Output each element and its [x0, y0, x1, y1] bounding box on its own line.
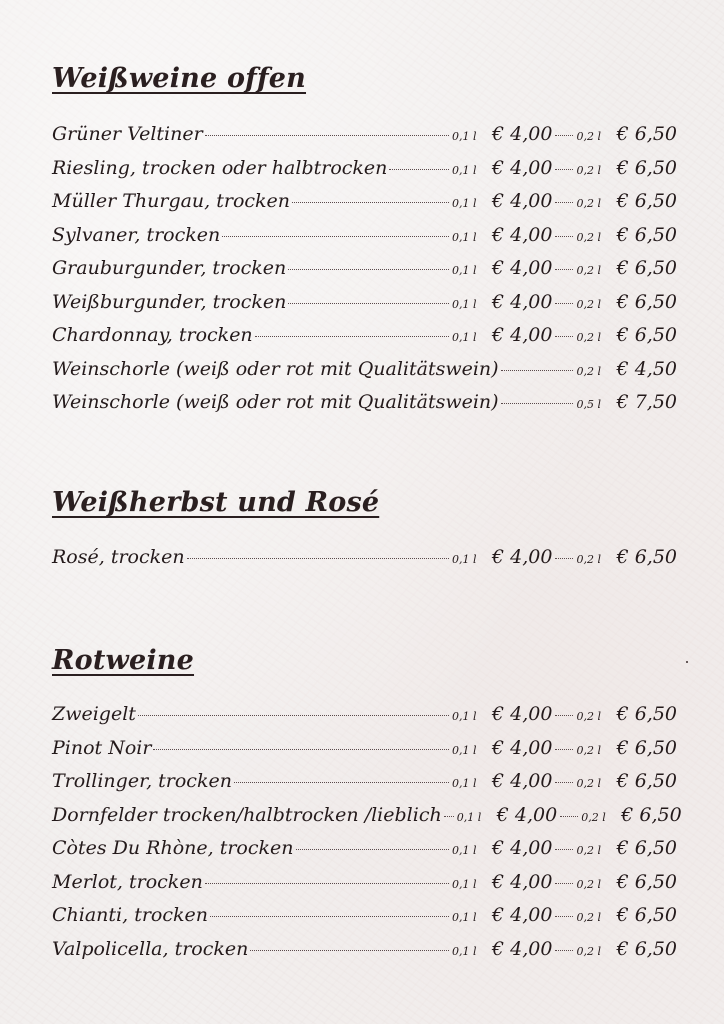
dot-leader [210, 916, 449, 917]
volume-large: 0,2 l [576, 331, 601, 344]
item-name: Chardonnay, trocken [52, 324, 253, 346]
price-large: € 6,50 [616, 123, 677, 145]
price-large: € 6,50 [616, 904, 677, 926]
section-rose-wines [52, 486, 677, 568]
price-large: € 6,50 [616, 937, 677, 960]
volume-large: 0,2 l [576, 364, 601, 378]
dot-leader [555, 782, 573, 783]
price-group [452, 737, 677, 759]
price-large: € 6,50 [616, 837, 677, 859]
item-name: Zweigelt [52, 703, 136, 725]
menu-item-row [52, 190, 677, 224]
volume-small: 0,1 l [451, 911, 477, 924]
item-name: Weinschorle (weiß oder rot mit Qualitätswein) [52, 391, 499, 413]
price-small: € 4,00 [492, 703, 553, 725]
price-small: € 4,00 [492, 837, 553, 859]
volume-small: 0,1 l [451, 844, 477, 857]
volume-large: 0,2 l [576, 743, 601, 757]
price-large: € 6,50 [616, 223, 677, 246]
price-large: € 6,50 [616, 156, 677, 179]
volume-large: 0,2 l [576, 297, 601, 311]
price-small: € 4,00 [492, 546, 553, 568]
price-small: € 4,00 [492, 937, 553, 960]
price-group [452, 157, 677, 179]
volume-large: 0,2 l [576, 553, 601, 566]
price-large: € 6,50 [616, 290, 677, 313]
menu-item-row [52, 871, 677, 905]
menu-item-row [52, 770, 677, 804]
menu-item-row [52, 938, 677, 972]
dot-leader [555, 715, 573, 716]
price-group [452, 770, 677, 792]
volume-small: 0,1 l [451, 163, 477, 177]
price-large: € 6,50 [621, 803, 682, 826]
volume-large: 0,2 l [576, 844, 601, 857]
volume-large: 0,2 l [576, 710, 601, 723]
dot-leader [555, 236, 573, 237]
item-name: Grauburgunder, trocken [52, 257, 287, 279]
volume-small: 0,1 l [451, 230, 477, 244]
dot-leader [255, 336, 449, 337]
price-group [576, 358, 677, 380]
menu-item-row [52, 358, 677, 392]
menu-item-row [52, 391, 677, 425]
price-group [452, 224, 677, 246]
item-name: Dornfelder trocken/halbtrocken /lieblich [52, 803, 442, 826]
price-group [452, 871, 677, 893]
price-large: € 6,50 [616, 770, 677, 792]
price-small: € 4,00 [492, 324, 553, 346]
dot-leader [560, 816, 578, 817]
volume-large: 0,2 l [576, 264, 601, 277]
menu-item-row [52, 257, 677, 291]
section-red-wines [52, 644, 682, 960]
price-large: € 6,50 [616, 870, 677, 893]
volume-small: 0,1 l [451, 877, 477, 891]
price-group [452, 703, 677, 725]
volume-large: 0,2 l [576, 944, 601, 958]
volume-large: 0,2 l [576, 130, 601, 143]
price-group [452, 837, 677, 859]
section-white-wines [52, 62, 677, 413]
dot-leader [555, 269, 573, 270]
price-small: € 4,00 [492, 123, 553, 145]
volume-small: 0,1 l [451, 944, 477, 958]
menu-item-row [52, 324, 677, 358]
price-group [452, 257, 677, 279]
dot-leader [555, 916, 573, 917]
price-small: € 4,00 [492, 190, 553, 212]
price-small: € 4,00 [492, 904, 553, 926]
price-group [457, 804, 682, 826]
dot-leader [555, 169, 573, 170]
menu-item-row [52, 837, 677, 871]
price-large: € 6,50 [616, 703, 677, 725]
volume-small: 0,1 l [451, 130, 477, 143]
price-large: € 6,50 [616, 324, 677, 346]
menu-item-row [52, 291, 677, 325]
menu-item-row [52, 703, 677, 737]
item-name: Pinot Noir [52, 736, 152, 759]
price-group [576, 391, 677, 413]
price-group [452, 190, 677, 212]
item-name: Chianti, trocken [52, 904, 208, 926]
dot-leader [555, 336, 573, 337]
price-group [452, 904, 677, 926]
volume-large: 0,2 l [576, 911, 601, 924]
volume-small: 0,1 l [451, 197, 477, 210]
menu-item-row [52, 224, 677, 258]
dot-leader [555, 883, 573, 884]
price-large: € 6,50 [616, 190, 677, 212]
dot-leader [250, 950, 449, 951]
item-list [52, 123, 677, 425]
dot-leader [153, 749, 449, 750]
volume-large: 0,2 l [581, 810, 606, 824]
item-name: Còtes Du Rhòne, trocken [52, 837, 294, 859]
price-small: € 4,00 [492, 770, 553, 792]
dot-leader [288, 303, 449, 304]
item-name: Valpolicella, trocken [52, 937, 249, 960]
volume-small: 0,1 l [451, 297, 477, 311]
paper-speck [686, 661, 688, 663]
menu-item-row [52, 737, 677, 771]
volume-large: 0,2 l [576, 163, 601, 177]
volume-small: 0,1 l [451, 743, 477, 757]
menu-item-row [52, 157, 677, 191]
menu-item-row [52, 904, 677, 938]
volume-large: 0,5 l [576, 398, 601, 411]
dot-leader [555, 135, 573, 136]
item-name: Riesling, trocken oder halbtrocken [52, 156, 388, 179]
item-name: Weißburgunder, trocken [52, 290, 287, 313]
dot-leader [389, 169, 449, 170]
price-group [452, 938, 677, 960]
item-name: Rosé, trocken [52, 546, 185, 568]
price-small: € 4,00 [492, 290, 553, 313]
price-small: € 4,00 [492, 223, 553, 246]
dot-leader [187, 558, 449, 559]
section-title: Weißweine offen [52, 63, 307, 94]
price-small: € 4,00 [492, 736, 553, 759]
volume-large: 0,2 l [576, 230, 601, 244]
dot-leader [555, 303, 573, 304]
dot-leader [555, 950, 573, 951]
item-name: Grüner Veltiner [52, 123, 203, 145]
price-group [452, 291, 677, 313]
price-large: € 4,50 [616, 357, 677, 380]
dot-leader [296, 849, 449, 850]
volume-large: 0,2 l [576, 877, 601, 891]
dot-leader [288, 269, 449, 270]
dot-leader [555, 202, 573, 203]
price-group [452, 123, 677, 145]
menu-item-row [52, 803, 682, 838]
dot-leader [501, 370, 574, 371]
volume-small: 0,1 l [451, 710, 477, 723]
price-group [452, 546, 677, 568]
item-name: Trollinger, trocken [52, 770, 232, 792]
dot-leader [444, 816, 454, 817]
price-small: € 4,00 [492, 257, 553, 279]
dot-leader [138, 715, 449, 716]
dot-leader [205, 135, 449, 136]
dot-leader [205, 883, 449, 884]
volume-small: 0,1 l [456, 810, 482, 824]
item-name: Weinschorle (weiß oder rot mit Qualitätswein) [52, 357, 499, 380]
item-name: Merlot, trocken [52, 870, 203, 893]
volume-small: 0,1 l [451, 777, 477, 790]
dot-leader [292, 202, 449, 203]
volume-large: 0,2 l [576, 777, 601, 790]
item-list [52, 703, 682, 971]
price-small: € 4,00 [492, 156, 553, 179]
volume-small: 0,1 l [451, 264, 477, 277]
price-small: € 4,00 [496, 803, 558, 826]
dot-leader [234, 782, 449, 783]
menu-item-row [52, 546, 677, 580]
menu-item-row [52, 123, 677, 157]
price-group [452, 324, 677, 346]
item-name: Müller Thurgau, trocken [52, 190, 291, 212]
price-large: € 6,50 [616, 546, 677, 568]
dot-leader [555, 558, 573, 559]
price-large: € 6,50 [616, 736, 677, 759]
dot-leader [222, 236, 449, 237]
dot-leader [501, 403, 574, 404]
price-small: € 4,00 [492, 870, 553, 893]
price-large: € 7,50 [616, 391, 677, 413]
dot-leader [555, 749, 573, 750]
item-name: Sylvaner, trocken [52, 223, 221, 246]
item-list [52, 546, 677, 580]
section-title: Weißherbst und Rosé [52, 487, 380, 518]
section-title: Rotweine [52, 645, 195, 676]
volume-small: 0,1 l [451, 331, 477, 344]
price-large: € 6,50 [616, 257, 677, 279]
dot-leader [555, 849, 573, 850]
volume-large: 0,2 l [576, 197, 601, 210]
volume-small: 0,1 l [451, 553, 477, 566]
